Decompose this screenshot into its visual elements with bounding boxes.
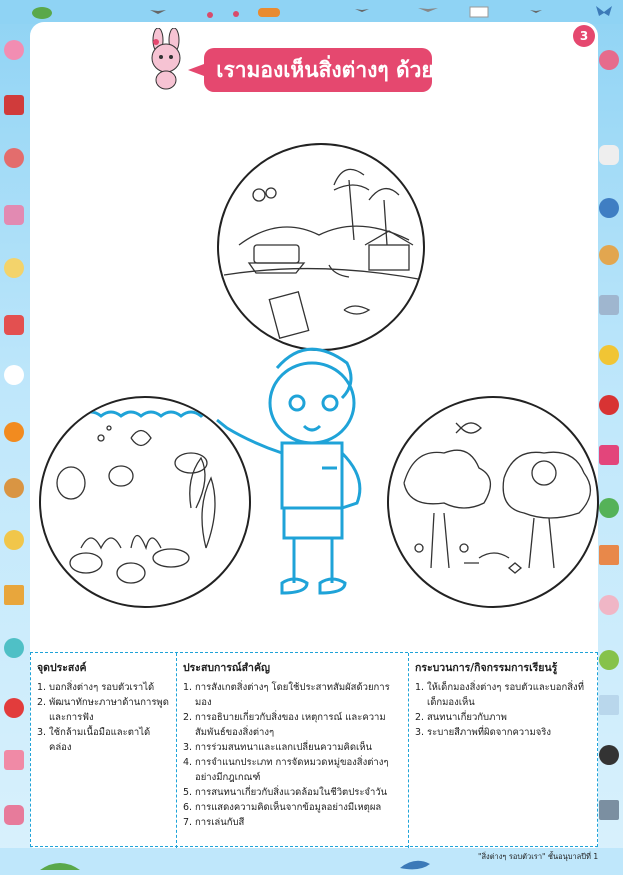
wrench-icon <box>599 800 619 820</box>
bunny-mascot-icon <box>142 28 190 90</box>
list-item <box>183 785 402 800</box>
item-number: 1. <box>37 682 47 693</box>
spoon-icon <box>599 50 619 70</box>
ring-icon <box>4 530 24 550</box>
turtle-icon <box>599 650 619 670</box>
jar-icon <box>4 805 24 825</box>
activities-heading: กระบวนการ/กิจกรรมการเรียนรู้ <box>415 662 558 674</box>
list-item <box>415 725 593 740</box>
car-icon <box>4 315 24 335</box>
list-item <box>37 680 170 695</box>
forest-scene-circle <box>387 396 599 608</box>
item-number: 1. <box>183 682 193 693</box>
activities-column <box>408 653 599 848</box>
item-number: 7. <box>183 817 193 828</box>
balloon-icon <box>4 638 24 658</box>
bus-icon <box>599 445 619 465</box>
item-text: การจำแนกประเภท การจัดหมวดหมู่ของสิ่งต่างๆ อย่างมีกฎเกณฑ์ <box>195 757 389 783</box>
list-item <box>183 755 402 785</box>
forest-scene-drawing <box>389 398 599 608</box>
item-number: 2. <box>183 712 193 723</box>
flower-pot-icon <box>4 258 24 278</box>
page-title: เรามองเห็นสิ่งต่างๆ ด้วยตา <box>216 58 434 134</box>
item-text: การร่วมสนทนาและแลกเปลี่ยนความคิดเห็น <box>195 742 372 753</box>
cake-icon <box>599 595 619 615</box>
right-decoration-column <box>595 30 623 850</box>
item-number: 2. <box>415 712 425 723</box>
list-item <box>183 800 402 815</box>
experiences-column <box>176 653 408 848</box>
box-icon <box>599 545 619 565</box>
burger-icon <box>4 478 24 498</box>
item-text: การเล่นกับสี <box>195 817 245 828</box>
item-number: 3. <box>37 727 47 738</box>
list-item <box>37 725 170 755</box>
list-item <box>415 680 593 710</box>
item-number: 3. <box>415 727 425 738</box>
item-number: 2. <box>37 697 47 708</box>
ball-icon <box>599 498 619 518</box>
pineapple-icon <box>599 345 619 365</box>
hat-icon <box>4 95 24 115</box>
land-scene-circle <box>217 143 425 351</box>
item-text: การแสดงความคิดเห็นจากข้อมูลอย่างมีเหตุผล <box>195 802 382 813</box>
item-number: 3. <box>183 742 193 753</box>
tomato-icon <box>4 698 24 718</box>
list-item <box>183 680 402 710</box>
item-number: 6. <box>183 802 193 813</box>
bone-icon <box>599 145 619 165</box>
objectives-heading: จุดประสงค์ <box>37 662 87 674</box>
left-decoration-column <box>0 30 28 850</box>
item-text: พัฒนาทักษะภาษาด้านการพูดและการฟัง <box>49 697 169 723</box>
experiences-heading: ประสบการณ์สำคัญ <box>183 662 270 674</box>
bowling-icon <box>599 198 619 218</box>
item-number: 5. <box>183 787 193 798</box>
penguin-icon <box>599 745 619 765</box>
list-item <box>183 815 402 830</box>
list-item <box>183 710 402 740</box>
orange-icon <box>4 422 24 442</box>
item-text: ใช้กล้ามเนื้อมือและตาได้คล่อง <box>49 727 151 753</box>
item-text: ระบายสีภาพที่ผิดจากความจริง <box>427 727 552 738</box>
item-text: ให้เด็กมองสิ่งต่างๆ รอบตัวและบอกสิ่งที่เด็กมองเห็น <box>427 682 584 708</box>
item-number: 1. <box>415 682 425 693</box>
bread-icon <box>599 245 619 265</box>
list-item <box>183 740 402 755</box>
land-scene-drawing <box>219 145 425 351</box>
list-item <box>415 710 593 725</box>
meat-icon <box>4 148 24 168</box>
info-table <box>30 652 598 847</box>
top-decoration-strip <box>0 0 623 24</box>
apple-icon <box>599 395 619 415</box>
swan-icon <box>4 365 24 385</box>
pencil-icon <box>4 585 24 605</box>
item-number: 4. <box>183 757 193 768</box>
donut-icon <box>4 40 24 60</box>
item-text: การสังเกตสิ่งต่างๆ โดยใช้ประสาทสัมผัสด้วยการมอง <box>195 682 390 708</box>
item-text: บอกสิ่งต่างๆ รอบตัวเราได้ <box>49 682 155 693</box>
purse-icon <box>4 205 24 225</box>
item-text: สนทนาเกี่ยวกับภาพ <box>427 712 507 723</box>
building-icon <box>599 695 619 715</box>
item-text: การอธิบายเกี่ยวกับสิ่งของ เหตุการณ์ และความสัมพันธ์ของสิ่งต่างๆ <box>195 712 386 738</box>
footer-caption: "สิ่งต่างๆ รอบตัวเรา" ชั้นอนุบาลปีที่ 1 <box>478 852 599 861</box>
boy-pointing-figure <box>212 338 402 618</box>
list-item <box>37 695 170 725</box>
item-text: การสนทนาเกี่ยวกับสิ่งแวดล้อมในชีวิตประจำวัน <box>195 787 388 798</box>
objectives-column <box>31 653 176 848</box>
page-number-badge: 3 <box>573 25 595 47</box>
phone-icon <box>599 295 619 315</box>
eraser-icon <box>4 750 24 770</box>
